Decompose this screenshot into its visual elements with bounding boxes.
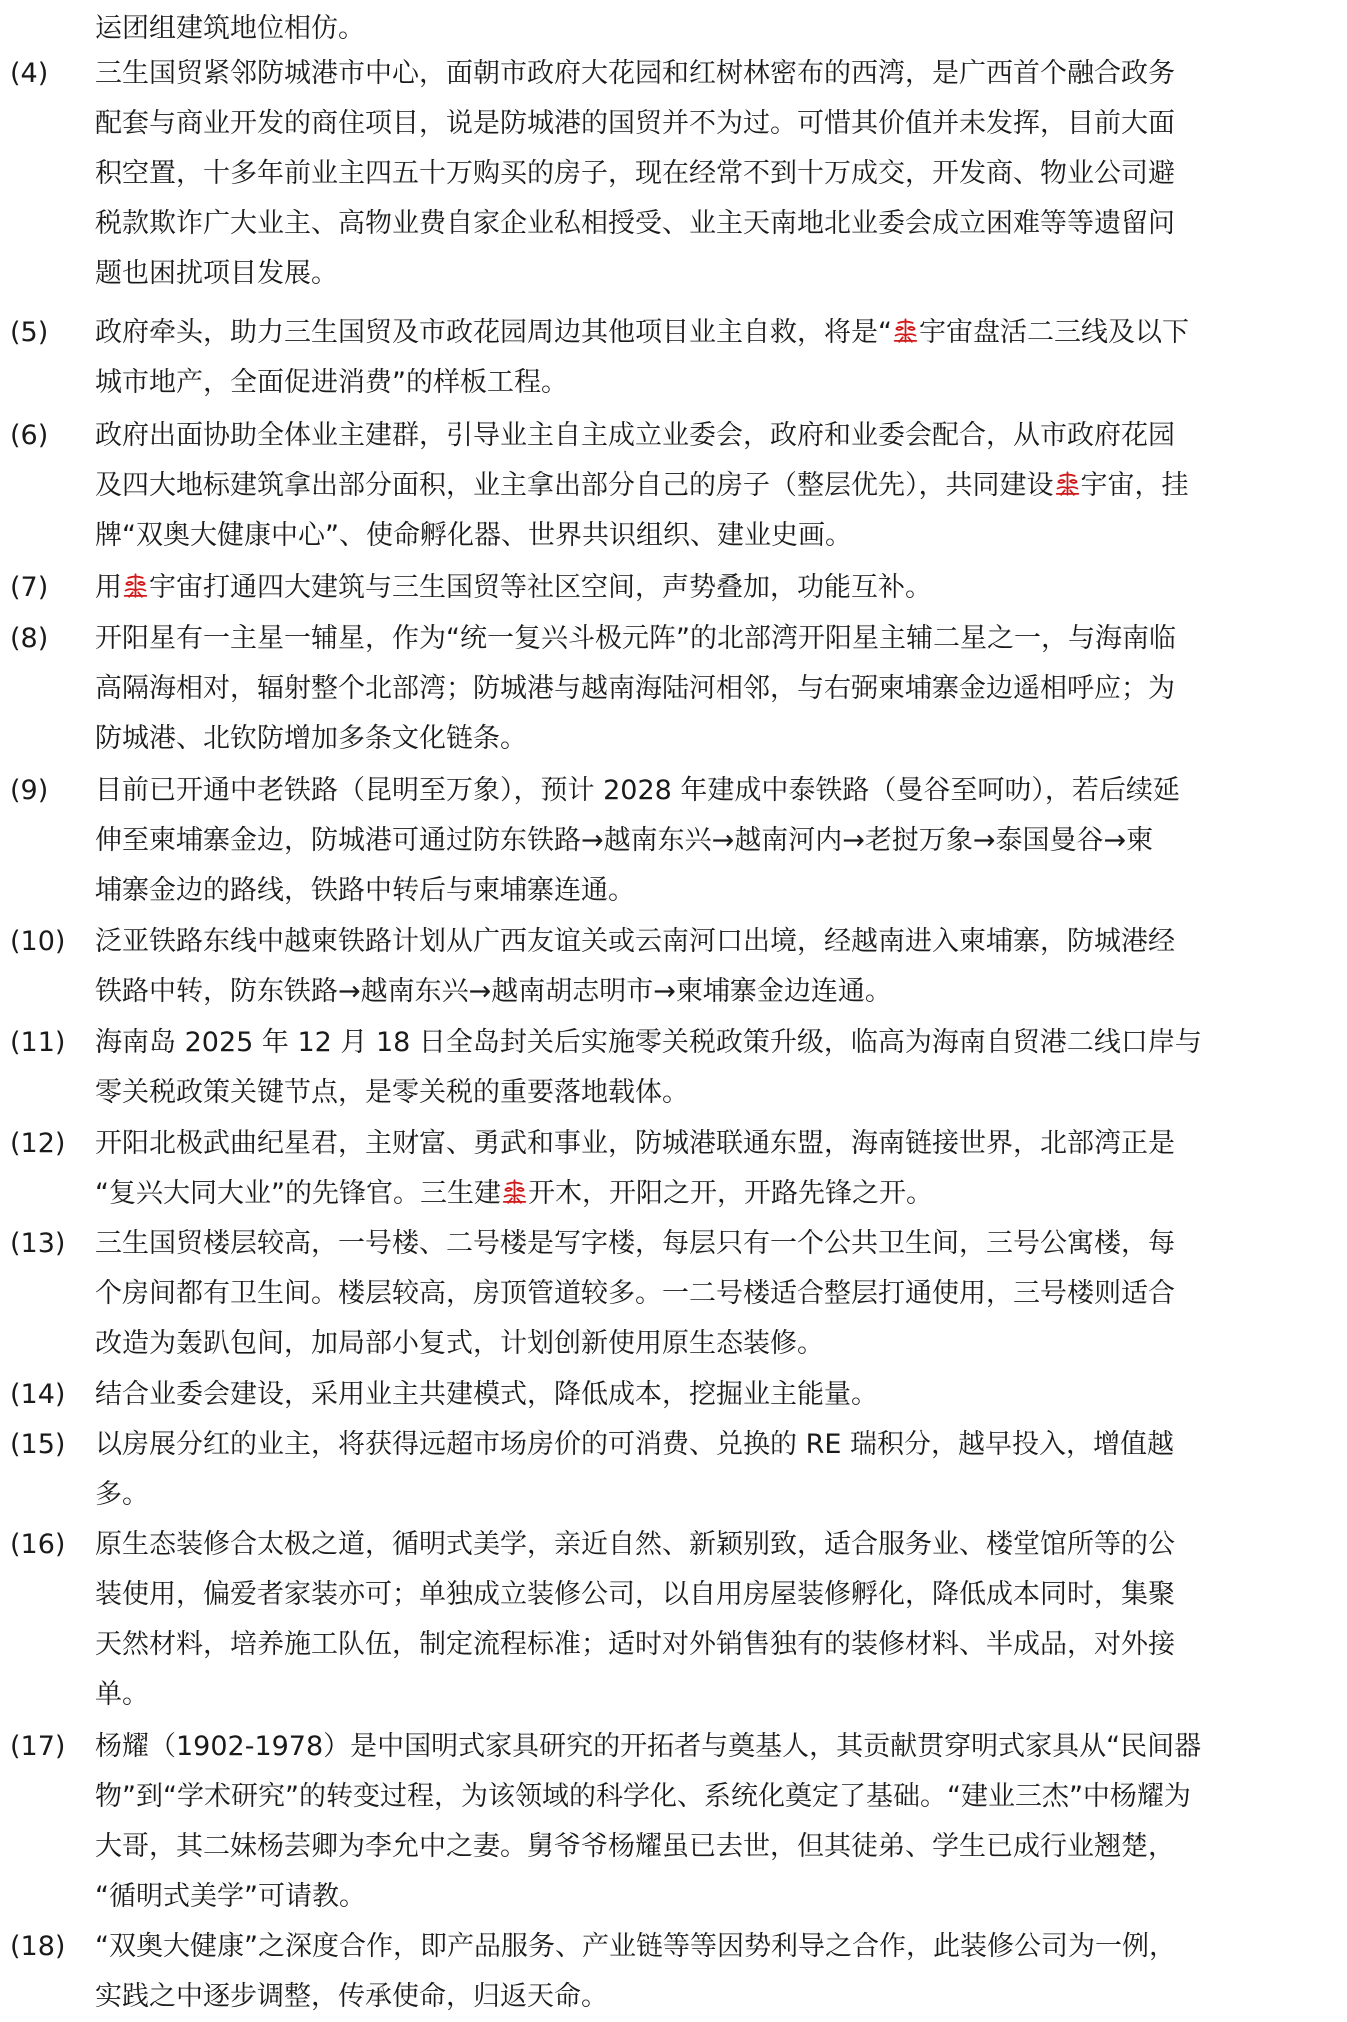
item-line: 三生国贸紧邻防城港市中心，面朝市政府大花园和红树林密布的西湾，是广西首个融合政务 [95, 58, 1175, 89]
item-number: (15) [10, 1429, 66, 1460]
item-line: 单。 [95, 1679, 149, 1710]
item-line-tail: 宇宙盘活二三线及以下 [919, 317, 1189, 348]
item-number: (10) [10, 926, 66, 957]
item-number: (17) [10, 1731, 66, 1762]
item-line: 实践之中逐步调整，传承使命，归返天命。 [95, 1981, 608, 2012]
item-line: 个房间都有卫生间。楼层较高，房顶管道较多。一二号楼适合整层打通使用，三号楼则适合 [95, 1278, 1175, 1309]
item-line: 三生国贸楼层较高，一号楼、二号楼是写字楼，每层只有一个公共卫生间，三号公寓楼，每 [95, 1228, 1175, 1259]
item-number: (8) [10, 623, 49, 654]
item-line: 埔寨金边的路线，铁路中转后与柬埔寨连通。 [95, 875, 635, 906]
red-glyph-icon [1054, 466, 1081, 496]
item-number: (11) [10, 1027, 66, 1058]
item-line-tail: 宇宙打通四大建筑与三生国贸等社区空间，声势叠加，功能互补。 [149, 572, 932, 603]
item-line: 零关税政策关键节点，是零关税的重要落地载体。 [95, 1077, 689, 1108]
item-line: 城市地产，全面促进消费”的样板工程。 [95, 367, 568, 398]
item-number: (4) [10, 58, 49, 89]
item-line-head: 政府牵头，助力三生国贸及市政花园周边其他项目业主自救，将是“ [95, 317, 892, 348]
item-text [95, 1219, 1335, 1369]
red-glyph-icon [501, 1174, 528, 1204]
item-line: 开阳北极武曲纪星君，主财富、勇武和事业，防城港联通东盟，海南链接世界，北部湾正是 [95, 1128, 1175, 1159]
item-number: (18) [10, 1931, 66, 1962]
item-text [95, 614, 1335, 764]
item-line: 伸至柬埔寨金边，防城港可通过防东铁路→越南东兴→越南河内→老挝万象→泰国曼谷→柬 [95, 825, 1154, 856]
item-line [95, 563, 1335, 613]
item-line-tail: 宇宙，挂 [1080, 470, 1189, 501]
item-line: 结合业委会建设，采用业主共建模式，降低成本，挖掘业主能量。 [95, 1379, 878, 1410]
item-line-tail: 开木，开阳之开，开路先锋之开。 [527, 1178, 933, 1209]
item-line [95, 461, 1335, 511]
item-line: 高隔海相对，辐射整个北部湾；防城港与越南海陆河相邻，与右弼柬埔寨金边遥相呼应；为 [95, 673, 1175, 704]
item-line: 海南岛 2025 年 12 月 18 日全岛封关后实施零关税政策升级，临高为海南自贸港二线口岸与 [95, 1027, 1202, 1058]
item-line: 多。 [95, 1479, 149, 1510]
item-text [95, 1922, 1335, 2022]
item-text [95, 308, 1335, 408]
item-text [95, 1420, 1335, 1520]
item-number: (7) [10, 572, 49, 603]
lead-line: 运团组建筑地位相仿。 [95, 13, 365, 44]
item-line: 原生态装修合太极之道，循明式美学，亲近自然、新颖别致，适合服务业、楼堂馆所等的公 [95, 1529, 1175, 1560]
item-text [95, 1018, 1335, 1118]
item-line: 开阳星有一主星一辅星，作为“统一复兴斗极元阵”的北部湾开阳星主辅二星之一，与海南临 [95, 623, 1176, 654]
item-line: 大哥，其二妹杨芸卿为李允中之妻。舅爷爷杨耀虽已去世，但其徒弟、学生已成行业翘楚， [95, 1831, 1175, 1862]
item-number: (12) [10, 1128, 66, 1159]
item-line: 杨耀（1902-1978）是中国明式家具研究的开拓者与奠基人，其贡献贯穿明式家具从“民间器 [95, 1731, 1202, 1762]
item-line: 铁路中转，防东铁路→越南东兴→越南胡志明市→柬埔寨金边连通。 [95, 976, 892, 1007]
item-line: 泛亚铁路东线中越柬铁路计划从广西友谊关或云南河口出境，经越南进入柬埔寨，防城港经 [95, 926, 1175, 957]
item-line: “双奥大健康”之深度合作，即产品服务、产业链等等因势利导之合作，此装修公司为一例， [95, 1931, 1176, 1962]
item-number: (9) [10, 775, 49, 806]
item-text [95, 563, 1335, 613]
item-line: 天然材料，培养施工队伍，制定流程标准；适时对外销售独有的装修材料、半成品，对外接 [95, 1629, 1175, 1660]
item-text [95, 1520, 1335, 1720]
item-text [95, 766, 1335, 916]
item-line: 装使用，偏爱者家装亦可；单独成立装修公司，以自用房屋装修孵化，降低成本同时，集聚 [95, 1579, 1175, 1610]
item-text [95, 49, 1335, 299]
item-number: (14) [10, 1379, 66, 1410]
item-line-head: 及四大地标建筑拿出部分面积，业主拿出部分自己的房子（整层优先），共同建设 [95, 470, 1054, 501]
item-line: 政府出面协助全体业主建群，引导业主自主成立业委会，政府和业委会配合，从市政府花园 [95, 420, 1175, 451]
red-glyph-icon [122, 568, 149, 598]
item-line: 物”到“学术研究”的转变过程，为该领域的科学化、系统化奠定了基础。“建业三杰”中杨耀为 [95, 1781, 1191, 1812]
item-text [95, 1119, 1335, 1219]
item-line: 牌“双奥大健康中心”、使命孵化器、世界共识组织、建业史画。 [95, 520, 852, 551]
item-text [95, 1722, 1335, 1922]
item-text [95, 917, 1335, 1017]
item-number: (6) [10, 420, 49, 451]
item-line: 改造为轰趴包间，加局部小复式，计划创新使用原生态装修。 [95, 1328, 824, 1359]
item-number: (5) [10, 317, 49, 348]
item-line [95, 1169, 1335, 1219]
red-glyph-icon [892, 313, 919, 343]
item-line: 税款欺诈广大业主、高物业费自家企业私相授受、业主天南地北业委会成立困难等等遗留问 [95, 208, 1175, 239]
item-line: 配套与商业开发的商住项目，说是防城港的国贸并不为过。可惜其价值并未发挥，目前大面 [95, 108, 1175, 139]
item-line-head: “复兴大同大业”的先锋官。三生建 [95, 1178, 501, 1209]
item-number: (13) [10, 1228, 66, 1259]
item-text [95, 1370, 1335, 1420]
item-line: 以房展分红的业主，将获得远超市场房价的可消费、兑换的 RE 瑞积分，越早投入，增值越 [95, 1429, 1174, 1460]
item-text [95, 411, 1335, 561]
item-line-head: 用 [95, 572, 122, 603]
item-line: 积空置，十多年前业主四五十万购买的房子，现在经常不到十万成交，开发商、物业公司避 [95, 158, 1175, 189]
item-line [95, 308, 1335, 358]
item-line: 目前已开通中老铁路（昆明至万象），预计 2028 年建成中泰铁路（曼谷至呵叻），若后续延 [95, 775, 1180, 806]
item-line: 题也困扰项目发展。 [95, 258, 338, 289]
item-line: 防城港、北钦防增加多条文化链条。 [95, 723, 527, 754]
item-line: “循明式美学”可请教。 [95, 1881, 366, 1912]
item-number: (16) [10, 1529, 66, 1560]
